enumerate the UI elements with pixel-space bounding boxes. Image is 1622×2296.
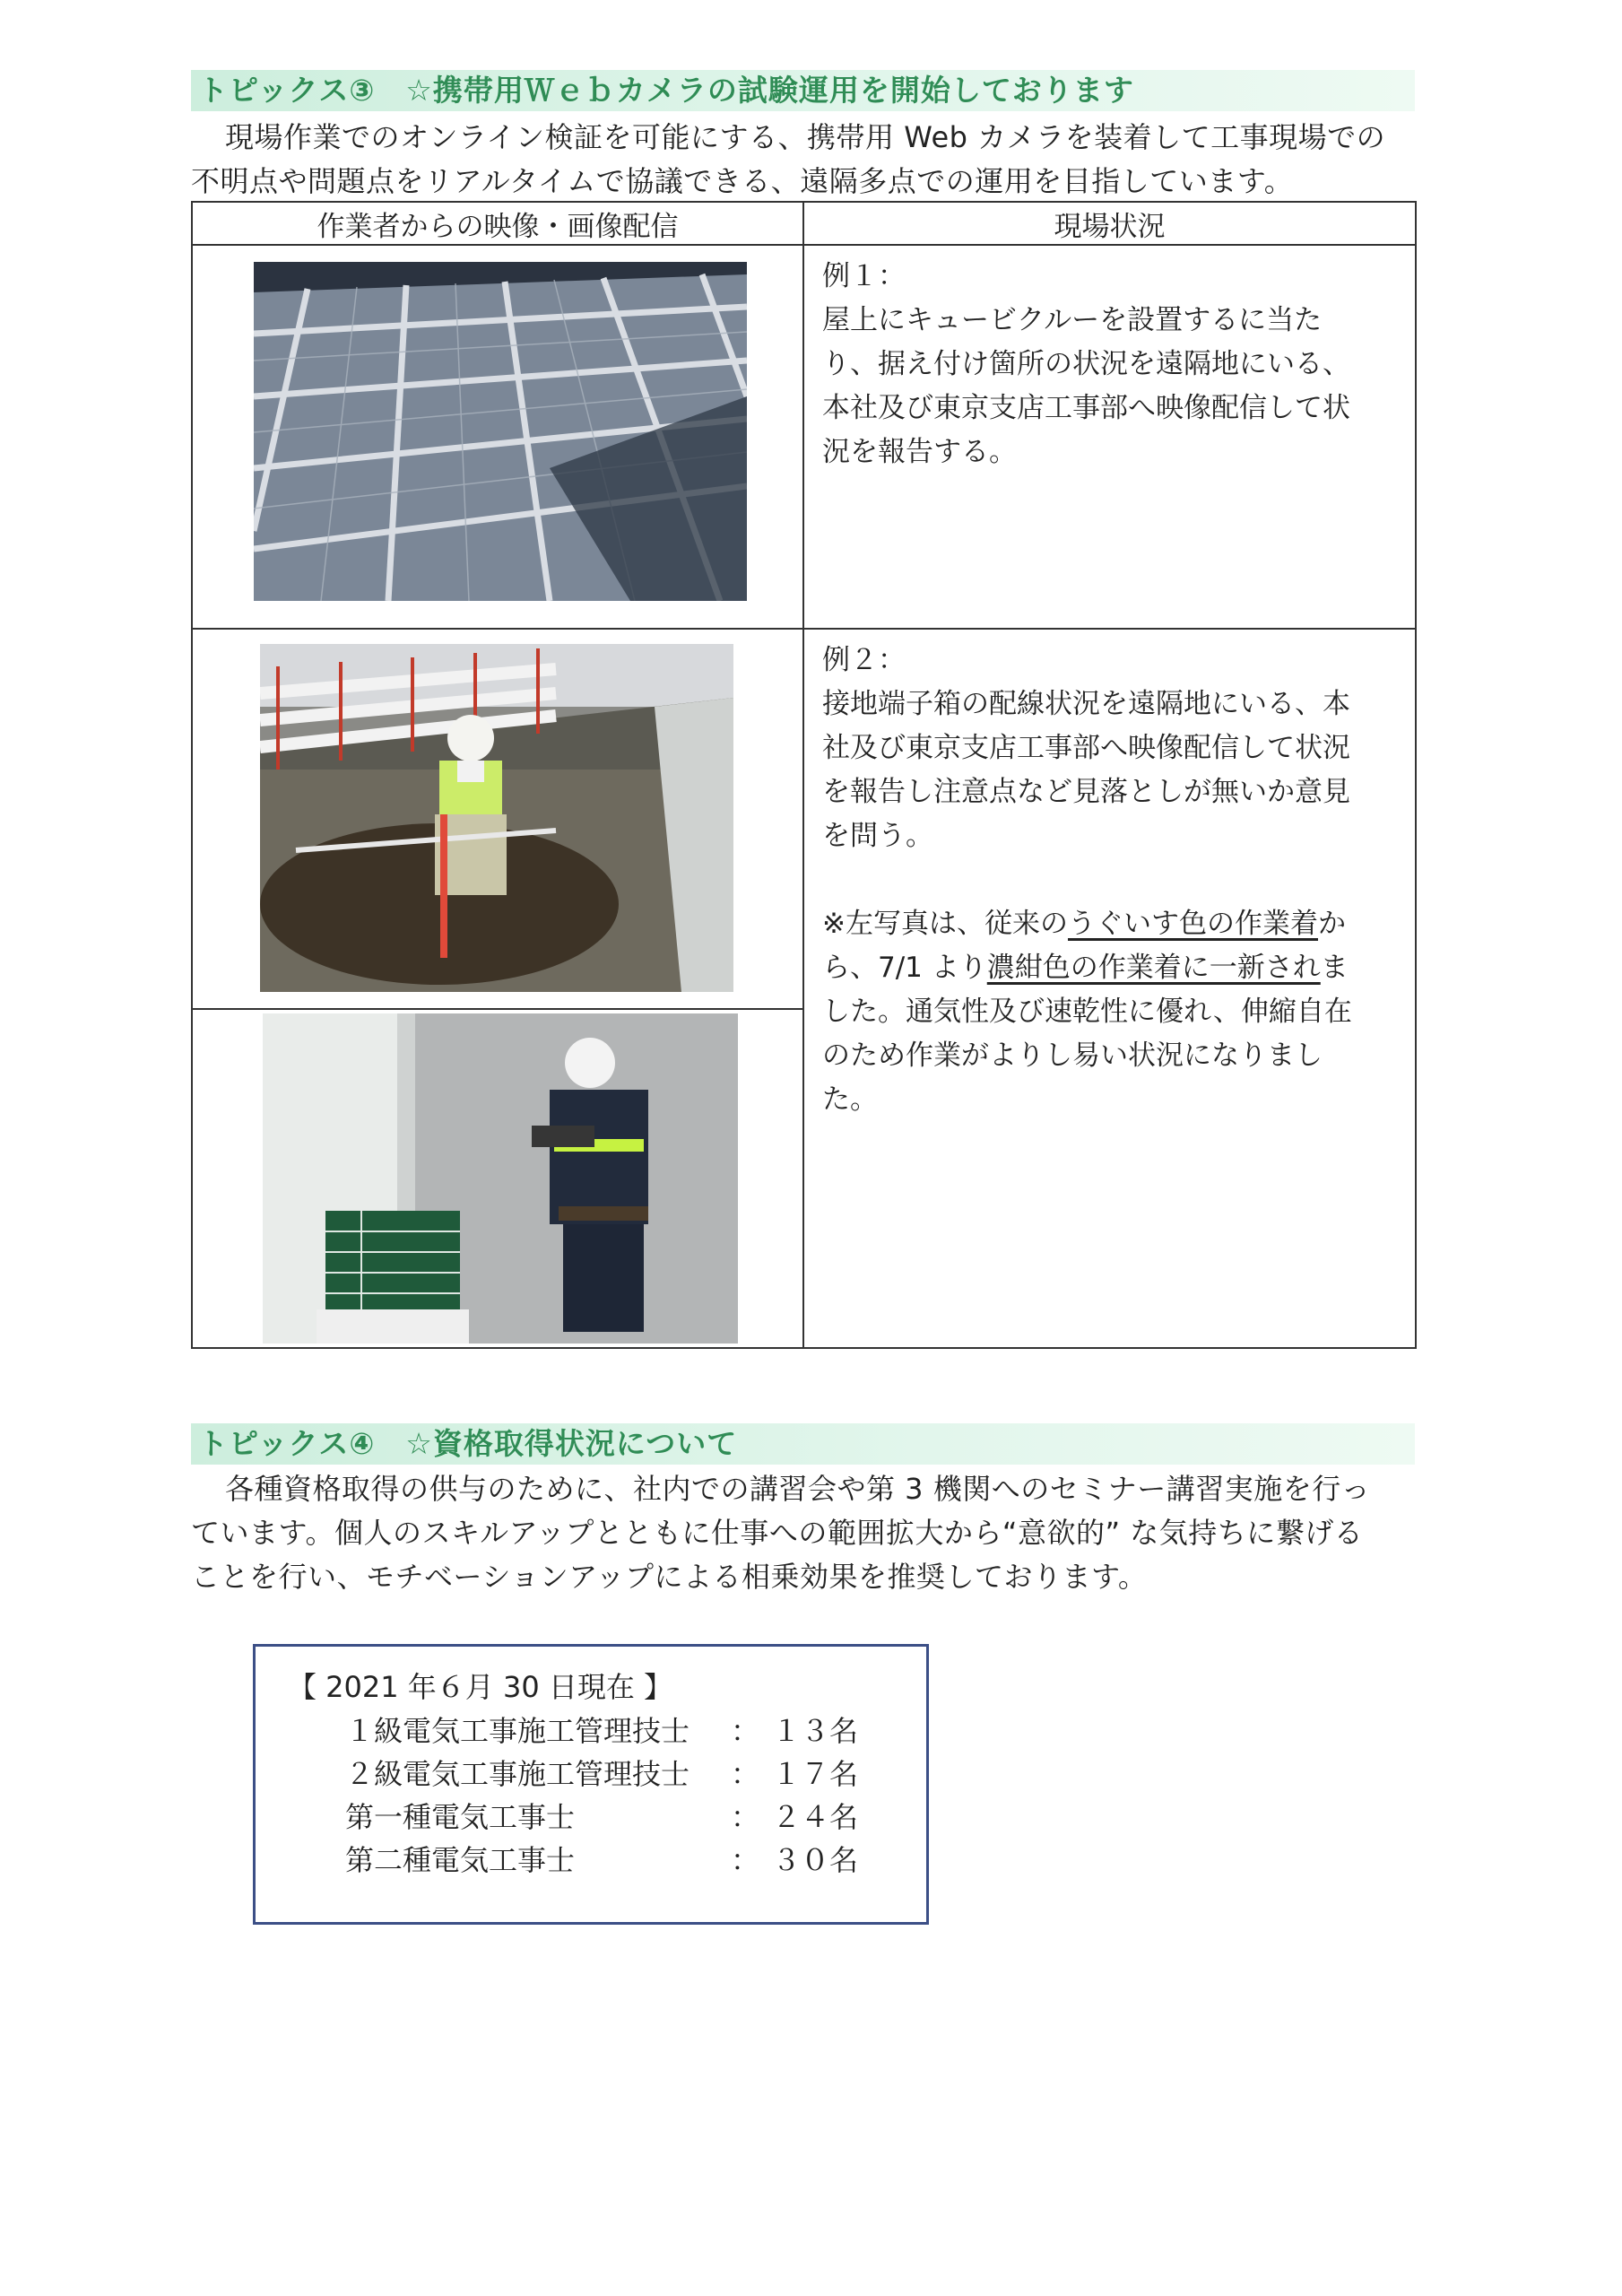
example2-label: 例２： [822, 644, 906, 676]
topic4-intro-line: ています。個人のスキルアップとともに仕事への範囲拡大から“意欲的” な気持ちに繋げる [191, 1516, 1364, 1550]
cert-sep: ： [731, 1843, 760, 1877]
certification-box [253, 1644, 929, 1925]
note-text: か [1317, 908, 1346, 940]
cert-count: １３名 [772, 1714, 859, 1748]
note-line: た。 [822, 1083, 878, 1116]
grounding-work-photo [260, 644, 733, 992]
note-line: のため作業がよりし易い状況になりまし [822, 1039, 1323, 1072]
topic3-intro-line: 現場作業でのオンライン検証を可能にする、携帯用 Web カメラを装着して工事現場での [225, 120, 1386, 154]
cert-count: ３０名 [772, 1843, 859, 1877]
cert-sep: ： [731, 1800, 760, 1834]
example1-line: 屋上にキュービクルーを設置するに当た [822, 304, 1323, 336]
example1-line: 況を報告する。 [822, 436, 1017, 468]
cert-sep: ： [731, 1714, 760, 1748]
example1-line: り、据え付け箇所の状況を遠隔地にいる、 [822, 348, 1350, 380]
example2-line: 社及び東京支店工事部へ映像配信して状況 [822, 732, 1350, 764]
note-text: ら、7/1 より [822, 952, 987, 984]
example2-line: を報告し注意点など見落としが無いか意見 [822, 776, 1350, 808]
note-line: した。通気性及び速乾性に優れ、伸縮自在 [822, 996, 1352, 1028]
cert-name: ２級電気工事施工管理技士 [345, 1757, 690, 1791]
topic3-intro-line: 不明点や問題点をリアルタイムで協議できる、遠隔多点での運用を目指しています。 [191, 164, 1294, 198]
photo-cell-drilling [192, 1009, 803, 1348]
rooftop-photo [254, 262, 747, 601]
note-line [822, 902, 1402, 946]
example2-cell [803, 629, 1416, 1348]
photo-cell-rooftop [192, 245, 803, 629]
cert-sep: ： [731, 1757, 760, 1791]
topic4-title: トピックス④ ☆資格取得状況について [198, 1426, 738, 1461]
cert-name: 第一種電気工事士 [345, 1800, 576, 1834]
cert-date: 【 2021 年６月 30 日現在 】 [288, 1670, 673, 1704]
topic3-title: トピックス③ ☆携帯用Ｗｅｂカメラの試験運用を開始しております [198, 73, 1134, 108]
topic4-intro-line: 各種資格取得の供与のために、社内での講習会や第 3 機関へのセミナー講習実施を行っ [225, 1472, 1371, 1506]
topic4-intro-line: ことを行い、モチベーションアップによる相乗効果を推奨しております。 [191, 1560, 1148, 1594]
cert-count: ２４名 [772, 1800, 859, 1834]
cert-count: １７名 [772, 1757, 859, 1791]
topic3-heading-bar [191, 70, 1415, 111]
note-text: ※左写真は、従来の [822, 908, 1068, 940]
topic4-intro [191, 1467, 1419, 1599]
note-underlined: 濃紺色の作業着に一新され [986, 952, 1321, 984]
example1-cell [803, 245, 1416, 629]
cert-name: １級電気工事施工管理技士 [345, 1714, 690, 1748]
note-line [822, 946, 1402, 990]
example2-line: 接地端子箱の配線状況を遠隔地にいる、本 [822, 688, 1350, 720]
drilling-work-photo [263, 1013, 738, 1344]
topic4-heading-bar [191, 1423, 1415, 1465]
note-underlined: うぐいす色の作業着 [1067, 908, 1318, 940]
topic3-intro [191, 116, 1419, 204]
webcam-table [191, 201, 1417, 1349]
header-video-distribution: 作業者からの映像・画像配信 [192, 202, 803, 245]
example1-line: 本社及び東京支店工事部へ映像配信して状 [822, 392, 1350, 424]
header-site-status: 現場状況 [803, 202, 1416, 245]
note-text: ま [1320, 952, 1349, 984]
cert-name: 第二種電気工事士 [345, 1843, 576, 1877]
example1-label: 例１： [822, 260, 906, 292]
photo-cell-grounding [192, 629, 803, 1009]
example2-line: を問う。 [822, 820, 933, 852]
